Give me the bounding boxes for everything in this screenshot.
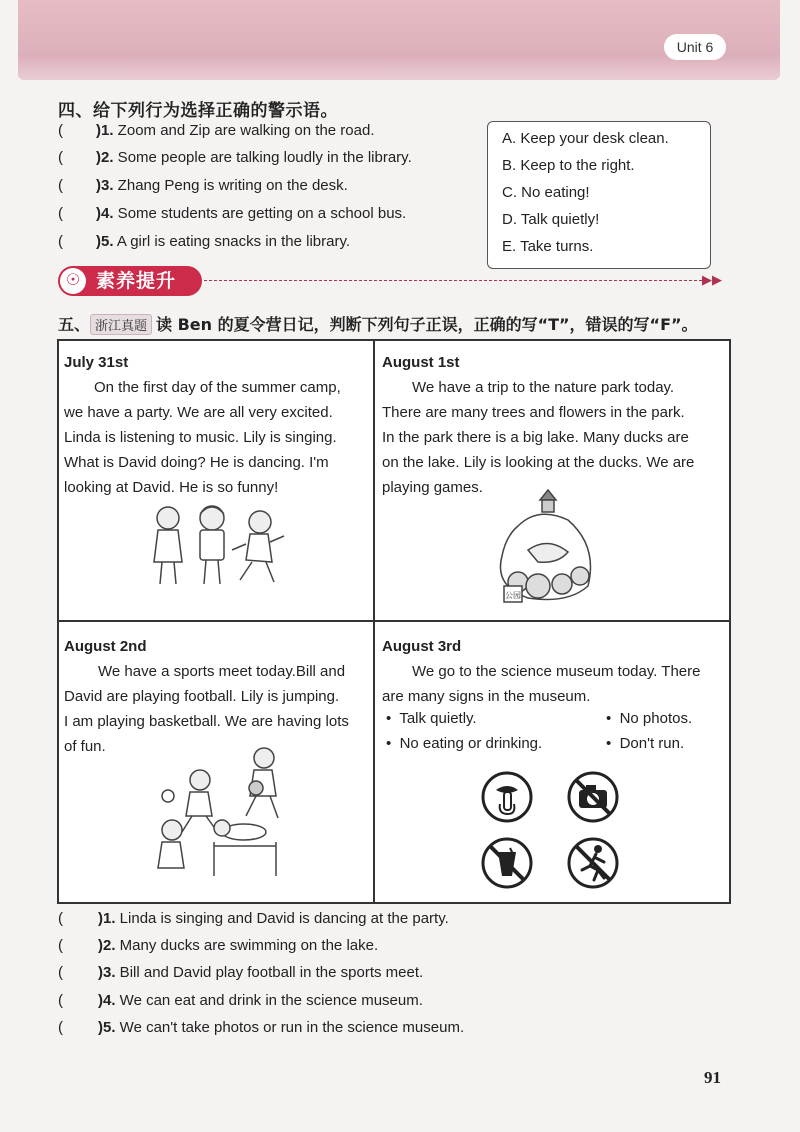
unit-tab: Unit 6 — [664, 34, 726, 60]
sports-meet-illustration — [142, 744, 292, 884]
option-b: B. Keep to the right. — [502, 157, 635, 174]
diary-date-2: August 1st — [382, 354, 460, 371]
exam-tag: 浙江真题 — [90, 314, 152, 335]
sign-bullet-4: • Don't run. — [606, 735, 685, 752]
no-food-drink-icon — [480, 836, 534, 890]
park-sign-text: 公园 — [505, 591, 521, 600]
section5-question-2[interactable]: ( )2. Many ducks are swimming on the lake. — [58, 937, 379, 954]
grid-divider-horizontal — [57, 620, 729, 622]
no-camera-icon — [566, 770, 620, 824]
section5-question-3[interactable]: ( )3. Bill and David play football in the sports meet. — [58, 964, 424, 981]
options-box — [487, 121, 711, 269]
section5-question-4[interactable]: ( )4. We can eat and drink in the science museum. — [58, 992, 423, 1009]
arrow-end-icon: ▶▶ — [702, 272, 722, 287]
lightbulb-icon: ☉ — [60, 268, 86, 294]
diary-entry-4: We go to the science museum today. There are many signs in the museum. — [382, 663, 701, 705]
no-running-icon — [566, 836, 620, 890]
sign-bullet-2: • No photos. — [606, 710, 693, 727]
diary-date-4: August 3rd — [382, 638, 462, 655]
sign-bullet-1: • Talk quietly. — [386, 710, 477, 727]
section5-question-5[interactable]: ( )5. We can't take photos or run in the science museum. — [58, 1019, 465, 1036]
section4-title: 四、给下列行为选择正确的警示语。 — [58, 101, 338, 121]
section4-question-4[interactable]: ( )4. Some students are getting on a school bus. — [58, 205, 407, 222]
kids-party-illustration — [148, 500, 288, 592]
section4-question-1[interactable]: ( )1. Zoom and Zip are walking on the road. — [58, 122, 375, 139]
option-d: D. Talk quietly! — [502, 211, 600, 228]
section5-title: 五、 浙江真题 读 Ben 的夏令营日记，判断下列句子正误，正确的写“T”，错误的写“F”。 — [58, 315, 698, 334]
diary-entry-3: We have a sports meet today.Bill and David are playing football. Lily is jumping. I am playing basketball. We are having lots of fun. — [64, 663, 349, 755]
diary-date-3: August 2nd — [64, 638, 147, 655]
literacy-badge — [58, 266, 202, 296]
section4-question-3[interactable]: ( )3. Zhang Peng is writing on the desk. — [58, 177, 348, 194]
section4-question-2[interactable]: ( )2. Some people are talking loudly in the library. — [58, 149, 412, 166]
sign-bullet-3: • No eating or drinking. — [386, 735, 543, 752]
section4-question-5[interactable]: ( )5. A girl is eating snacks in the library. — [58, 233, 351, 250]
page-number: 91 — [704, 1068, 721, 1087]
dashed-divider — [204, 280, 702, 281]
diary-entry-1: On the first day of the summer camp, we have a party. We are all very excited. Linda is listening to music. Lily is singing. What is David doing? He is dancing. I'm looking at David. He is so funny! — [64, 379, 341, 496]
option-a: A. Keep your desk clean. — [502, 130, 669, 147]
section5-question-1[interactable]: ( )1. Linda is singing and David is dancing at the party. — [58, 910, 449, 927]
diary-date-1: July 31st — [64, 354, 129, 371]
nature-park-illustration — [488, 486, 608, 610]
literacy-label: 素养提升 — [96, 270, 177, 292]
option-e: E. Take turns. — [502, 238, 594, 255]
option-c: C. No eating! — [502, 184, 590, 201]
diary-entry-2: We have a trip to the nature park today. There are many trees and flowers in the park. In the park there is a big lake. Many ducks are on the lake. Lily is looking at the ducks. We are playing games. — [382, 379, 695, 496]
finger-on-lips-icon — [480, 770, 534, 824]
